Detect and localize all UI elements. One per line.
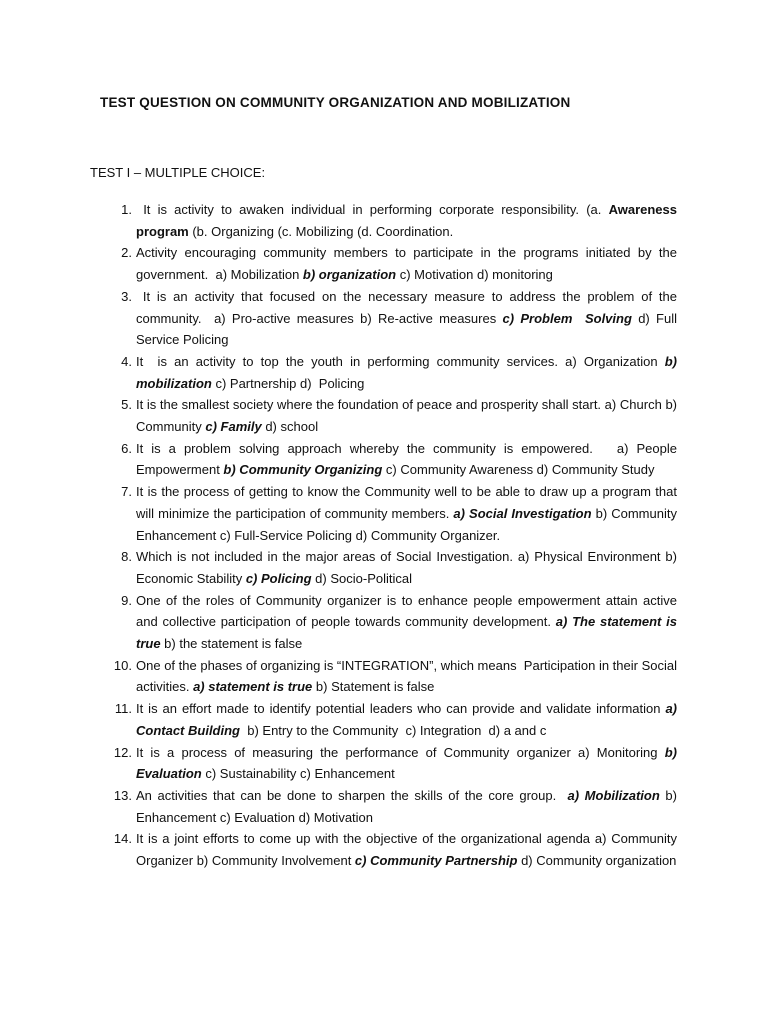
answer-highlight: c) Problem Solving: [502, 310, 632, 326]
question-number: 2.: [121, 245, 132, 261]
question-text: It is activity to awaken individual in performing corporate responsibility. (a.: [136, 202, 609, 217]
question-item: [0, 742, 768, 785]
answer-highlight: c) Policing: [245, 570, 312, 586]
question-text: d) Community organization: [517, 853, 677, 869]
question-item: [0, 242, 768, 285]
question-number: 7.: [121, 484, 132, 500]
question-text: c) Partnership d) Policing: [211, 375, 365, 391]
answer-highlight: a) Contact Building: [136, 701, 681, 738]
question-number: 12.: [113, 744, 132, 760]
answer-highlight: c) Family: [205, 419, 262, 435]
question-number: 3.: [121, 288, 132, 304]
question-item: [0, 828, 768, 871]
question-number: 1.: [121, 202, 132, 217]
question-text: c) Community Awareness d) Community Study: [382, 462, 655, 478]
question-number: 8.: [121, 549, 132, 565]
question-text: Activity encouraging community members to participate in the programs initiated by the government. a) Mobilization: [136, 245, 681, 283]
question-text: It is a joint efforts to come up with the objective of the organizational agenda a) Community Organizer b) Community Involvement: [136, 831, 681, 869]
question-text: An activities that can be done to sharpen the skills of the core group.: [136, 787, 568, 803]
answer-highlight: a) statement is true: [193, 679, 313, 695]
question-item: [0, 481, 768, 546]
question-item: [0, 394, 768, 437]
question-item: [0, 351, 768, 394]
question-text: It is a process of measuring the performance of Community organizer a) Monitoring: [136, 744, 665, 760]
question-text: b) Community Enhancement c) Full-Service Policing d) Community Organizer.: [136, 505, 681, 543]
question-item: [0, 438, 768, 481]
question-text: It is an activity to top the youth in performing community services. a) Organization: [136, 353, 665, 369]
question-text: b) Enhancement c) Evaluation d) Motivation: [136, 787, 681, 825]
question-number: 11.: [114, 701, 132, 717]
question-item: [0, 785, 768, 828]
question-number: 4.: [121, 353, 132, 369]
question-text: b) the statement is false: [160, 636, 303, 652]
answer-highlight: a) Mobilization: [567, 787, 660, 803]
question-number: 14.: [113, 831, 132, 847]
answer-highlight: a) Social Investigation: [453, 505, 592, 521]
question-text: It is an effort made to identify potential leaders who can provide and validate information: [136, 701, 666, 717]
question-text: One of the phases of organizing is “INTEGRATION”, which means Participation in their Social activities.: [136, 657, 681, 695]
answer-highlight: a) The statement is true: [136, 614, 681, 652]
question-text: d) Socio-Political: [311, 570, 412, 586]
question-text: It is an activity that focused on the necessary measure to address the problem of the community. a) Pro-active measures b) Re-active measures: [136, 288, 681, 326]
answer-highlight: b) organization: [302, 267, 397, 283]
question-text: d) school: [261, 419, 319, 435]
question-number: 13.: [113, 787, 132, 803]
answer-highlight: b) mobilization: [136, 353, 681, 391]
question-list: [0, 199, 768, 872]
answer-highlight: b) Evaluation: [136, 744, 681, 782]
question-number: 9.: [121, 592, 132, 608]
answer-highlight: Awareness program: [136, 202, 681, 239]
document-title: TEST QUESTION ON COMMUNITY ORGANIZATION AND MOBILIZATION: [100, 95, 571, 110]
question-item: [0, 590, 768, 655]
question-item: [0, 698, 768, 741]
question-text: b) Statement is false: [312, 679, 435, 695]
question-item: [0, 546, 768, 589]
question-text: It is the process of getting to know the Community well to be able to draw up a program that will minimize the participation of community members.: [136, 484, 681, 521]
question-text: d) Full Service Policing: [136, 310, 681, 348]
question-number: 6.: [121, 440, 132, 456]
question-text: c) Motivation d) monitoring: [396, 267, 553, 283]
question-text: b) Entry to the Community c) Integration d) a and c: [240, 722, 547, 738]
question-item: [0, 199, 768, 242]
question-text: Which is not included in the major areas of Social Investigation. a) Physical Environment b) Economic Stability: [136, 549, 681, 586]
question-text: c) Sustainability c) Enhancement: [201, 766, 395, 782]
question-item: [0, 286, 768, 351]
answer-highlight: c) Community Partnership: [354, 853, 518, 869]
question-text: It is a problem solving approach whereby the community is empowered. a) People Empowerment: [136, 440, 681, 478]
question-number: 5.: [121, 397, 132, 413]
answer-highlight: b) Community Organizing: [223, 462, 383, 478]
question-text: One of the roles of Community organizer is to enhance people empowerment attain active and collective participation of people towards community development.: [136, 592, 681, 630]
section-heading: TEST I – MULTIPLE CHOICE:: [90, 165, 266, 180]
question-text: It is the smallest society where the foundation of peace and prosperity shall start. a) Church b) Community: [136, 397, 681, 435]
question-number: 10.: [113, 657, 132, 673]
question-item: [0, 655, 768, 698]
question-text: (b. Organizing (c. Mobilizing (d. Coordination.: [188, 223, 454, 239]
